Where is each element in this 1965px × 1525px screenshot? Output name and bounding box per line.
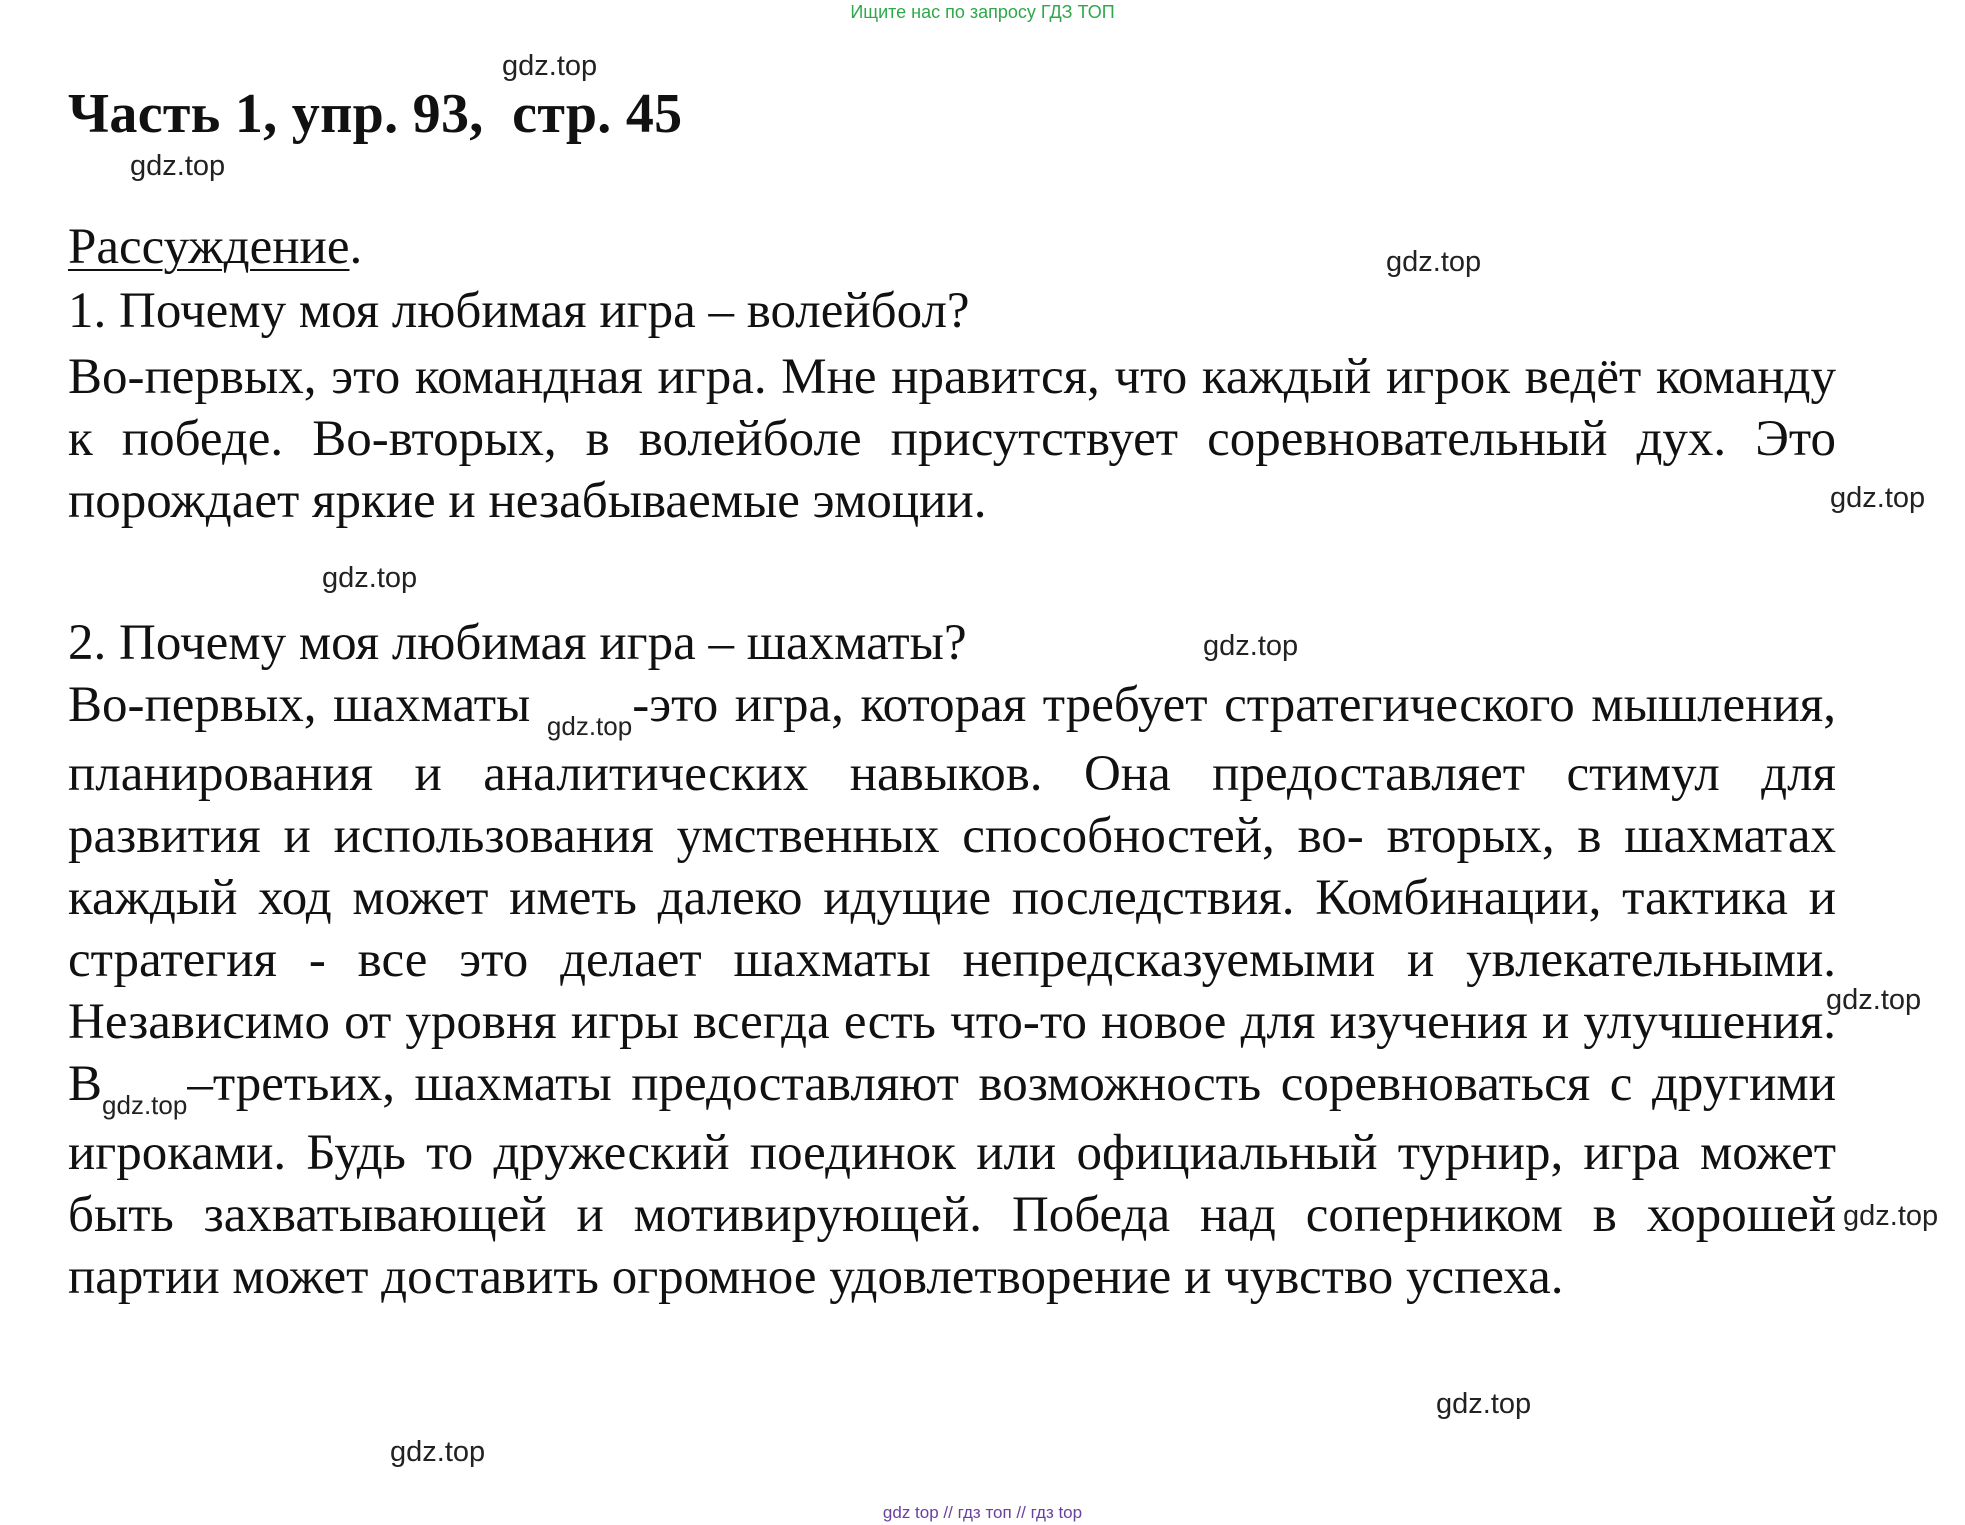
- section-heading: [68, 216, 362, 278]
- section-label: Рассуждение: [68, 219, 350, 275]
- watermark: gdz.top: [1826, 984, 1922, 1016]
- watermark: gdz.top: [502, 50, 598, 82]
- section-period: .: [349, 219, 363, 275]
- question-2-answer: [68, 674, 1836, 1308]
- footer-links[interactable]: gdz top // гдз топ // гдз top: [882, 1503, 1083, 1522]
- watermark-inline: gdz.top: [102, 1090, 188, 1120]
- watermark: gdz.top: [1843, 1200, 1939, 1232]
- watermark: gdz.top: [1386, 246, 1482, 278]
- page-title: Часть 1, упр. 93, стр. 45: [68, 83, 683, 145]
- watermark: gdz.top: [390, 1436, 486, 1468]
- watermark: gdz.top: [1830, 482, 1926, 514]
- watermark: gdz.top: [1203, 630, 1299, 662]
- answer-text-part-1: Во-первых, шахматы: [68, 677, 547, 733]
- watermark: gdz.top: [322, 562, 418, 594]
- question-1-heading: 1. Почему моя любимая игра – волейбол?: [68, 283, 970, 339]
- watermark: gdz.top: [130, 150, 226, 182]
- top-banner[interactable]: Ищите нас по запросу ГДЗ ТОП: [850, 2, 1115, 22]
- watermark: gdz.top: [1436, 1388, 1532, 1420]
- answer-text-part-2: это игра, которая требует стратегического мышления, планирования и аналитических навыков. Она предоставляет стимул для развития и использования умственных способностей, во- вторых, в шахматах каждый ход может иметь далеко идущие последствия. Комбинации, тактика и стратегия - все это делает шахматы непредсказуемыми и увлекательными. Независимо от уровня игры всегда есть что-то новое для изучения и улучшения. В: [68, 677, 1836, 1112]
- watermark-inline: gdz.top: [546, 711, 633, 741]
- answer-text-part-3: третьих, шахматы предоставляют возможность соревноваться с другими игроками. Будь то дружеский поединок или официальный турнир, игра может быть захватывающей и мотивирующей. Победа над соперником в хорошей партии может доставить огромное удовлетворение и чувство успеха.: [68, 1056, 1836, 1305]
- question-2-heading: 2. Почему моя любимая игра – шахматы?: [68, 615, 967, 671]
- answer-dash: -: [632, 677, 650, 733]
- question-1-answer: Во-первых, это командная игра. Мне нравится, что каждый игрок ведёт команду к победе. Во-вторых, в волейболе присутствует соревновательный дух. Это порождает яркие и незабываемые эмоции.: [68, 349, 1836, 529]
- answer-dash-2: –: [187, 1056, 213, 1112]
